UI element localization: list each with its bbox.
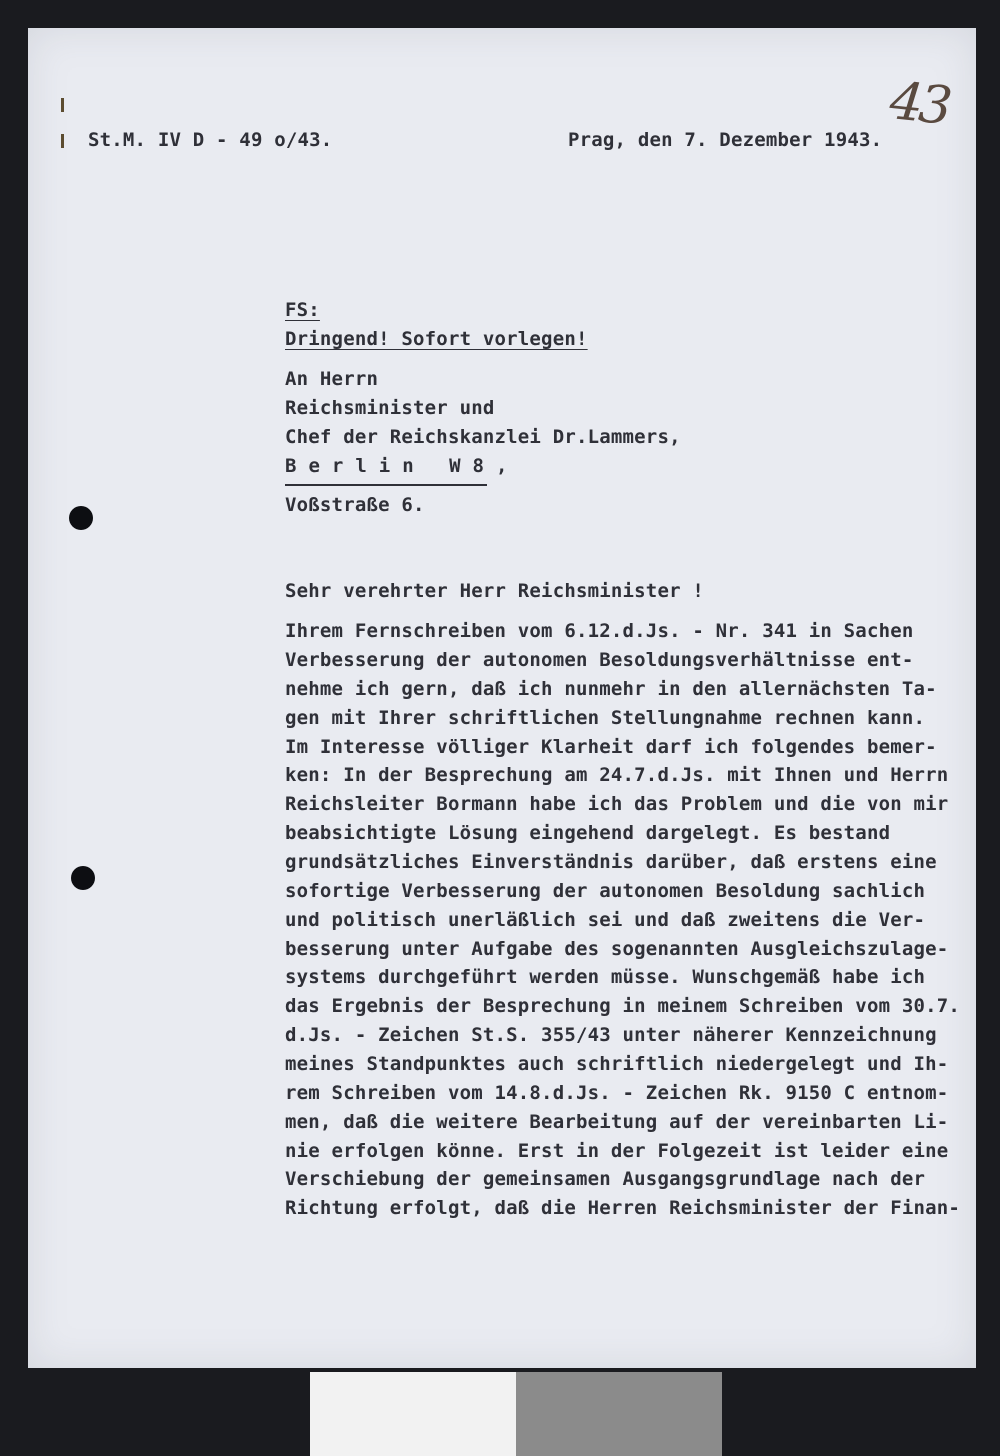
city-underline bbox=[285, 484, 487, 486]
body-line: grundsätzliches Einverständnis darüber, daß erstens eine bbox=[285, 851, 937, 873]
punch-hole bbox=[69, 506, 93, 530]
address-city: Berlin W8, bbox=[285, 455, 520, 477]
salutation: Sehr verehrter Herr Reichsminister ! bbox=[285, 580, 705, 602]
body-line: men, daß die weitere Bearbeitung auf der vereinbarten Li- bbox=[285, 1111, 949, 1133]
body-line: nehme ich gern, daß ich nunmehr in den allernächsten Ta- bbox=[285, 678, 937, 700]
body-line: gen mit Ihrer schriftlichen Stellungnahme rechnen kann. bbox=[285, 707, 926, 729]
body-line: systems durchgeführt werden müsse. Wunschgemäß habe ich bbox=[285, 966, 926, 988]
place-date: Prag, den 7. Dezember 1943. bbox=[568, 129, 883, 151]
body-line: Verschiebung der gemeinsamen Ausgangsgrundlage nach der bbox=[285, 1168, 926, 1190]
address-street: Voßstraße 6. bbox=[285, 494, 425, 516]
color-calibration-gray bbox=[516, 1372, 722, 1456]
punch-hole bbox=[71, 866, 95, 890]
handwritten-page-number: 43 bbox=[887, 71, 952, 137]
address-line: An Herrn bbox=[285, 368, 379, 390]
body-line: ken: In der Besprechung am 24.7.d.Js. mit Ihnen und Herrn bbox=[285, 764, 949, 786]
address-line: Chef der Reichskanzlei Dr.Lammers, bbox=[285, 426, 681, 448]
body-line: Verbesserung der autonomen Besoldungsverhältnisse ent- bbox=[285, 649, 914, 671]
staple-mark bbox=[61, 98, 64, 112]
body-line: Reichsleiter Bormann habe ich das Problem und die von mir bbox=[285, 793, 949, 815]
urgent-note: Dringend! Sofort vorlegen! bbox=[285, 328, 588, 350]
body-line: und politisch unerläßlich sei und daß zweitens die Ver- bbox=[285, 909, 926, 931]
body-line: besserung unter Aufgabe des sogenannten Ausgleichszulage- bbox=[285, 938, 949, 960]
body-line: sofortige Verbesserung der autonomen Besoldung sachlich bbox=[285, 880, 926, 902]
color-calibration-white bbox=[310, 1372, 516, 1456]
body-line: meines Standpunktes auch schriftlich niedergelegt und Ih- bbox=[285, 1053, 949, 1075]
address-line: Reichsminister und bbox=[285, 397, 495, 419]
body-line: rem Schreiben vom 14.8.d.Js. - Zeichen Rk. 9150 C entnom- bbox=[285, 1082, 949, 1104]
body-line: das Ergebnis der Besprechung in meinem Schreiben vom 30.7. bbox=[285, 995, 961, 1017]
fs-label: FS: bbox=[285, 299, 320, 321]
body-line: Richtung erfolgt, daß die Herren Reichsminister der Finan- bbox=[285, 1197, 961, 1219]
body-line: d.Js. - Zeichen St.S. 355/43 unter näherer Kennzeichnung bbox=[285, 1024, 937, 1046]
body-line: nie erfolgen könne. Erst in der Folgezeit ist leider eine bbox=[285, 1140, 949, 1162]
body-line: Ihrem Fernschreiben vom 6.12.d.Js. - Nr. 341 in Sachen bbox=[285, 620, 914, 642]
body-line: Im Interesse völliger Klarheit darf ich folgendes bemer- bbox=[285, 736, 937, 758]
staple-mark bbox=[61, 134, 64, 148]
body-line: beabsichtigte Lösung eingehend dargelegt. Es bestand bbox=[285, 822, 891, 844]
reference-number: St.M. IV D - 49 o/43. bbox=[88, 129, 333, 151]
